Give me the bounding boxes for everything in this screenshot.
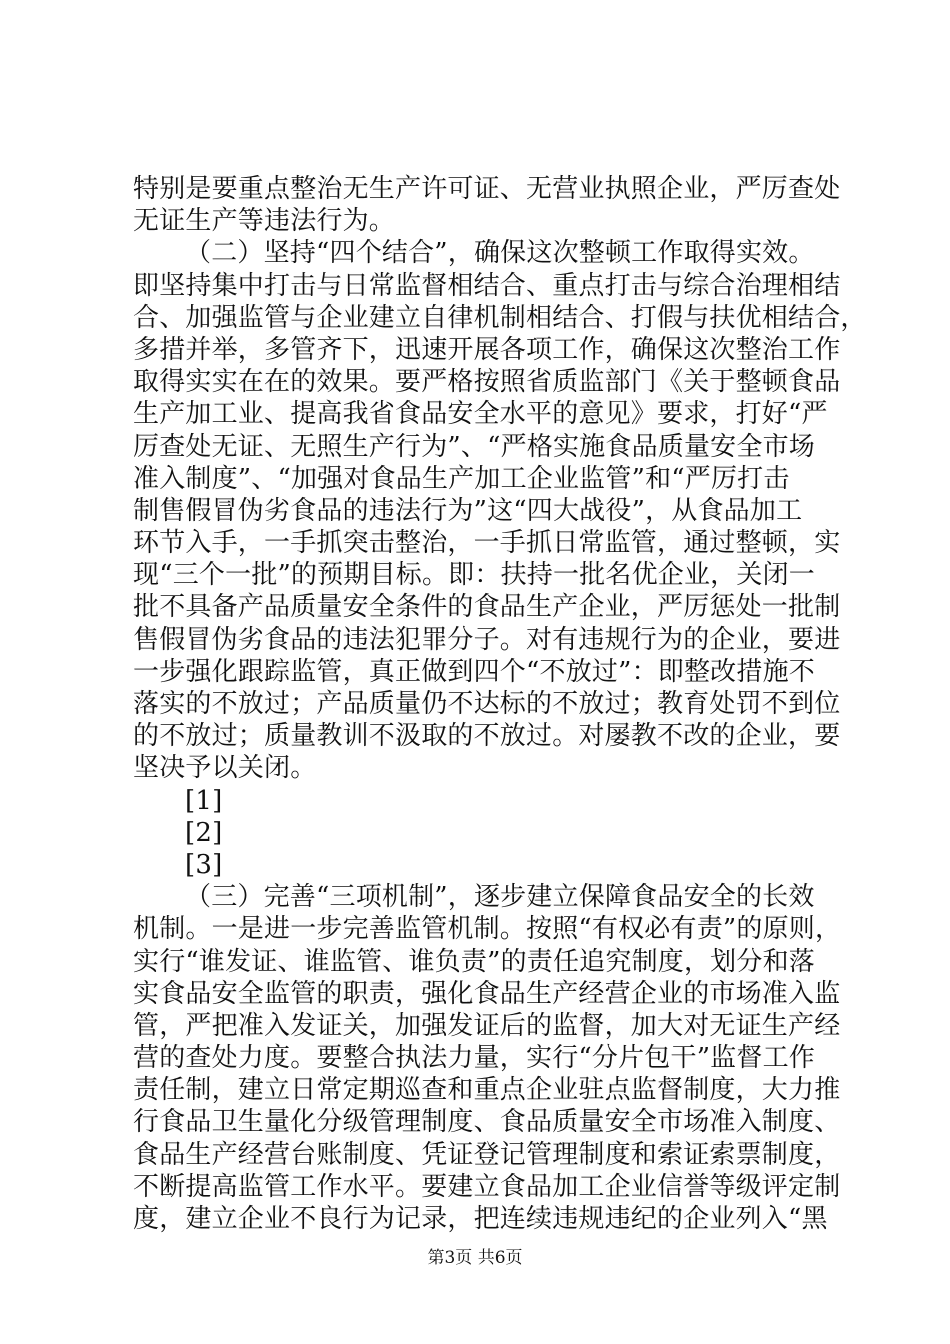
text-line: 管，严把准入发证关，加强发证后的监督，加大对无证生产经 [133,1010,841,1041]
reference-marker: [1] [185,785,223,816]
text-line: 机制。一是进一步完善监管机制。按照“有权必有责”的原则， [133,914,842,945]
text-line: 特别是要重点整治无生产许可证、无营业执照企业，严厉查处 [133,174,841,204]
text-line: 厉查处无证、无照生产行为”、“严格实施食品质量安全市场 [133,431,815,462]
text-line: 责任制，建立日常定期巡查和重点企业驻点监督制度，大力推 [133,1075,841,1106]
text-line: 即坚持集中打击与日常监督相结合、重点打击与综合治理相结 [133,270,841,301]
text-line: 现“三个一批”的预期目标。即：扶持一批名优企业，关闭一 [133,560,815,591]
text-line: 营的查处力度。要整合执法力量，实行“分片包干”监督工作 [133,1043,815,1074]
text-line: 多措并举，多管齐下，迅速开展各项工作，确保这次整治工作 [133,334,841,365]
text-line: 准入制度”、“加强对食品生产加工企业监管”和“严厉打击 [133,463,790,494]
text-line: 售假冒伪劣食品的违法犯罪分子。对有违规行为的企业，要进 [133,624,841,655]
section-heading-line: （二）坚持“四个结合”，确保这次整顿工作取得实效。 [185,238,815,269]
text-line: 无证生产等违法行为。 [133,206,396,237]
body-text [133,173,867,1235]
text-line: 实食品安全监管的职责，强化食品生产经营企业的市场准入监 [133,978,841,1009]
text-line: 落实的不放过；产品质量仍不达标的不放过；教育处罚不到位 [133,689,841,719]
text-line: 合、加强监管与企业建立自律机制相结合、打假与扶优相结合， [133,302,867,333]
text-line: 的不放过；质量教训不汲取的不放过。对屡教不改的企业，要 [133,721,841,752]
text-line: 生产加工业、提高我省食品安全水平的意见》要求，打好“严 [133,399,828,430]
text-line: 制售假冒伪劣食品的违法行为”这“四大战役”，从食品加工 [133,495,803,526]
page-footer [0,1246,950,1270]
reference-marker: [2] [185,817,223,848]
reference-marker: [3] [185,849,223,880]
text-line: 度，建立企业不良行为记录，把连续违规违纪的企业列入“黑 [133,1204,828,1234]
text-line: 不断提高监管工作水平。要建立食品加工企业信誉等级评定制 [133,1171,841,1202]
text-line: 食品生产经营台账制度、凭证登记管理制度和索证索票制度， [133,1139,841,1170]
text-line: 实行“谁发证、谁监管、谁负责”的责任追究制度，划分和落 [133,946,815,977]
text-line: 环节入手，一手抓突击整治，一手抓日常监管，通过整顿，实 [133,528,841,559]
page-number: 第3页 共6页 [427,1248,523,1268]
text-line: 批不具备产品质量安全条件的食品生产企业，严厉惩处一批制 [133,592,841,623]
text-line: 坚决予以关闭。 [133,753,317,784]
text-line: 一步强化跟踪监管，真正做到四个“不放过”：即整改措施不 [133,656,815,687]
text-line: 行食品卫生量化分级管理制度、食品质量安全市场准入制度、 [133,1107,841,1138]
section-heading-line: （三）完善“三项机制”，逐步建立保障食品安全的长效 [185,882,815,913]
text-line: 取得实实在在的效果。要严格按照省质监部门《关于整顿食品 [133,367,841,398]
